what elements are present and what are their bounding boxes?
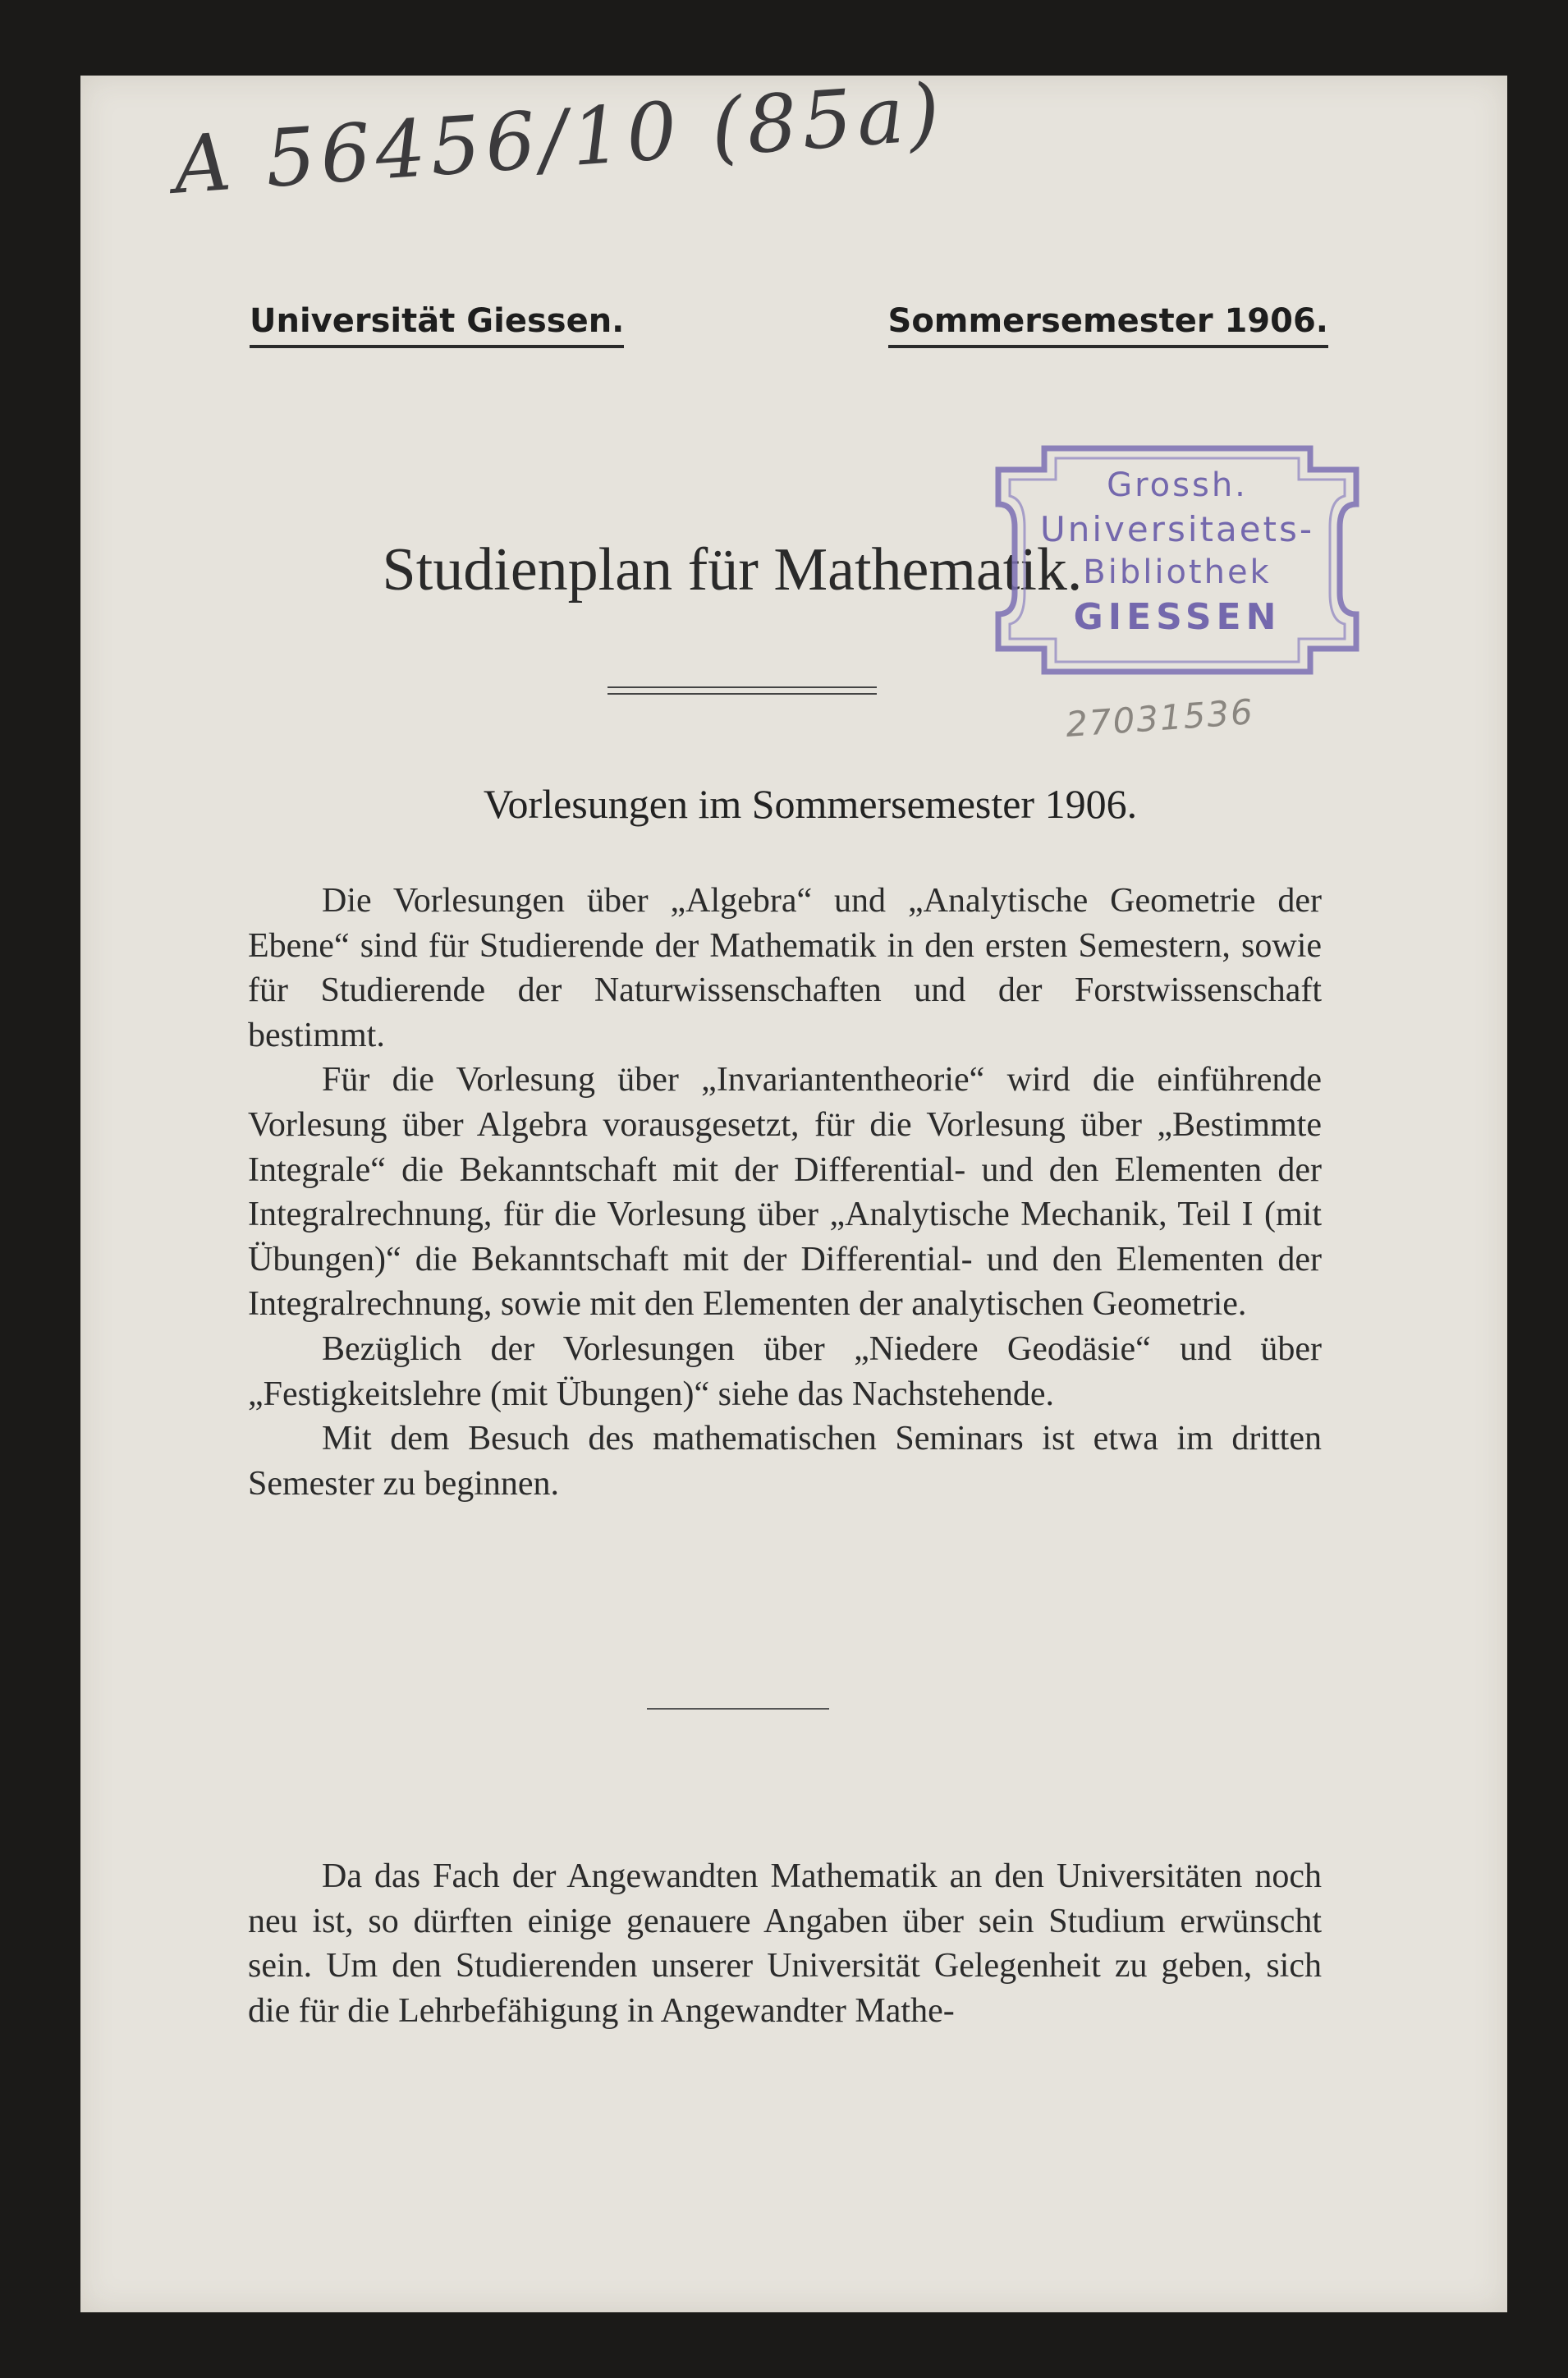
handwritten-shelfmark: A 56456/10 (85a): [171, 66, 948, 212]
stamp-line-3: Bibliothek: [1083, 553, 1272, 591]
title-divider: [607, 686, 877, 695]
body-text-section-2: [248, 1854, 1322, 2033]
library-stamp: [987, 437, 1368, 683]
pencil-accession-number: 27031536: [1064, 691, 1256, 745]
paragraph-1: Die Vorlesungen über „Algebra“ und „Analytische Geometrie der Ebene“ sind für Studierende der Mathematik in den ersten Semestern, sowie für Studierende der Naturwissenschaften und der Forstwissenschaft bestimmt.: [248, 882, 1322, 1054]
stamp-line-4: GIESSEN: [1073, 596, 1281, 638]
document-page: [80, 66, 1507, 2312]
page-title: Studienplan für Mathematik.: [382, 536, 1083, 604]
stamp-line-2: Universitaets-: [1039, 509, 1315, 549]
header-university: Universität Giessen.: [250, 302, 624, 348]
section-heading: Vorlesungen im Sommersemester 1906.: [483, 781, 1138, 827]
paragraph-3: Bezüglich der Vorlesungen über „Niedere Geodäsie“ und über „Festigkeitslehre (mit Übungen)“ siehe das Nachstehende.: [248, 1329, 1322, 1413]
paragraph-4: Mit dem Besuch des mathematischen Seminars ist etwa im dritten Semester zu beginnen.: [248, 1420, 1322, 1503]
paragraph-5: Da das Fach der Angewandten Mathematik an den Universitäten noch neu ist, so dürften einige genauere Angaben über sein Studium erwünscht sein. Um den Studierenden unserer Universität Gelegenheit zu geben, sich die für die Lehrbefähigung in Angewandter Mathe-: [248, 1857, 1322, 2030]
body-text-section-1: [248, 879, 1322, 1506]
section-divider: [647, 1708, 829, 1710]
stamp-line-1: Grossh.: [1107, 466, 1248, 504]
header-semester: Sommersemester 1906.: [888, 302, 1328, 348]
paragraph-2: Für die Vorlesung über „Invariantentheorie“ wird die einführende Vorlesung über Algebra vorausgesetzt, für die Vorlesung über „Bestimmte Integrale“ die Bekanntschaft mit der Differential- und den Elementen der Integralrechnung, für die Vorlesung über „Analytische Mechanik, Teil I (mit Übungen)“ die Bekanntschaft mit der Differential- und den Elementen der Integralrechnung, sowie mit den Elementen der analytischen Geometrie.: [248, 1061, 1322, 1324]
